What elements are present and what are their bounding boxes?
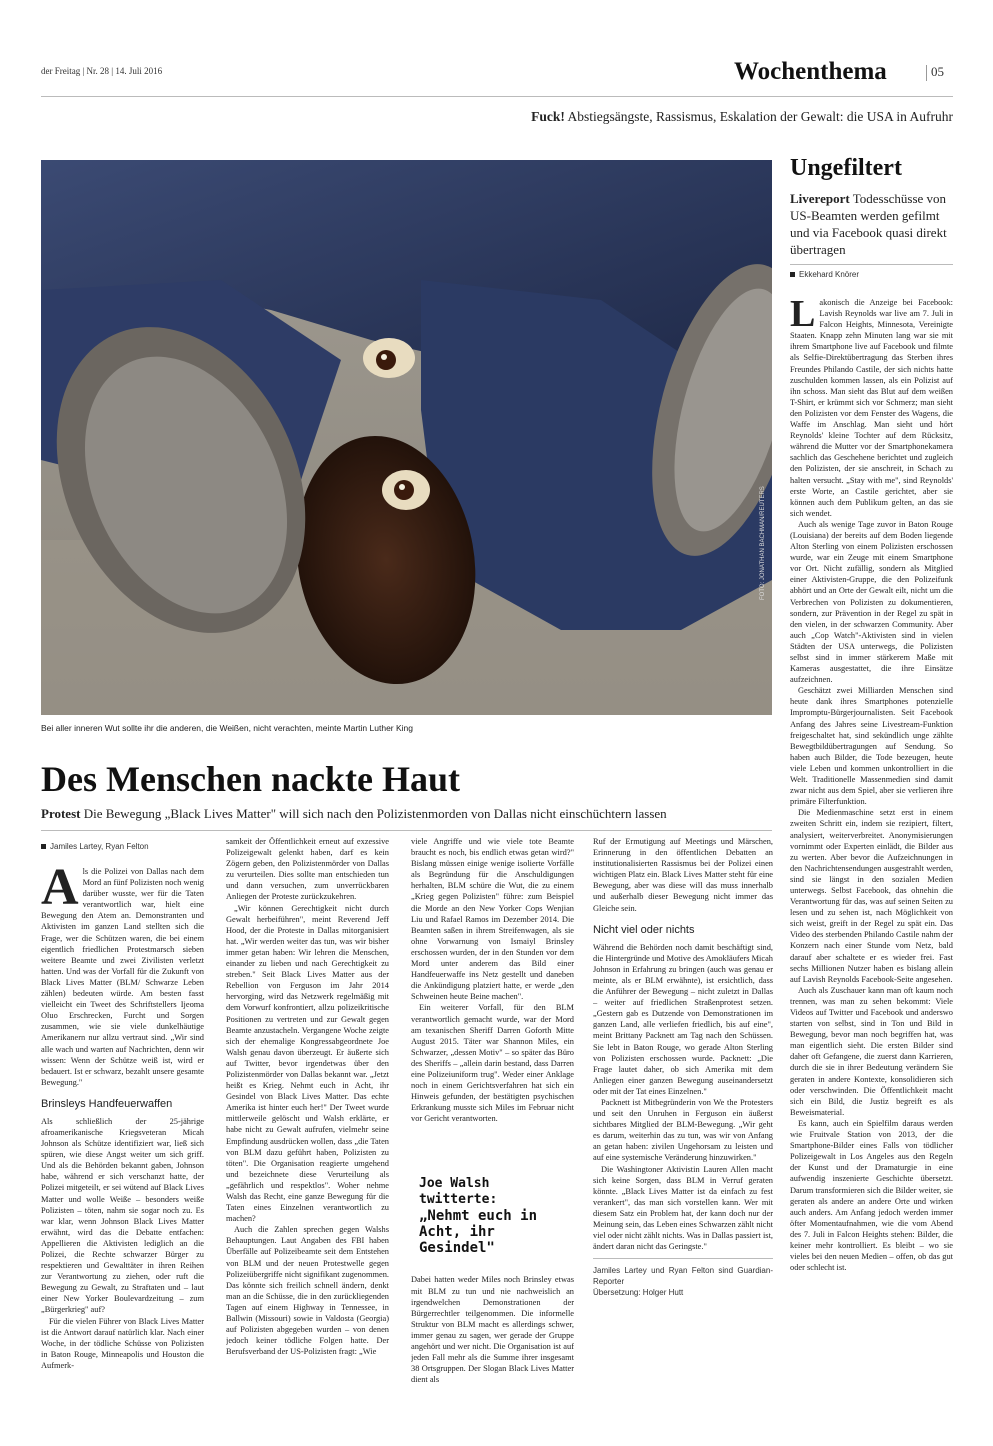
main-dropcap: A [41, 866, 79, 916]
author-signoff [593, 1258, 773, 1298]
dachzeile-text: Abstiegsängste, Rassismus, Eskalation der Gewalt: die USA in Aufruhr [567, 109, 953, 124]
main-author-name: Jamiles Lartey, Ryan Felton [50, 842, 149, 851]
article-column-2 [226, 836, 389, 1426]
main-deck-text: Die Bewegung „Black Lives Matter" will sich nach den Polizistenmorden von Dallas nicht einschüchtern lassen [83, 806, 667, 821]
side-author [790, 270, 859, 279]
lead-photo-illustration [41, 160, 772, 715]
side-paragraph: Es kann, auch ein Spielfilm daraus werden wie Fruitvale Station von 2013, der die Smartphone-Bilder eines Falls von tödlicher Polizeigewalt in Los Angeles aus den Regeln der Kunst und der Dramaturgie in eine aufwendig inszenierte Geschichte übersetzt. Darum transformieren sich die Bilder weiter, sie geraten als andere an andere Orte und wirken auch anders. Am Anfang jedoch werden immer öfter Momentaufnahmen, wie die vom Abend des 7. Juli in Falcon Heights stehen: Bilder, die keiner mehr kontrolliert. Es bleibt – wo sie vieles bei den neuen Medien – offen, ob das gut oder schlecht ist. [790, 1118, 953, 1273]
dachzeile-kicker: Fuck! [531, 109, 565, 124]
side-body [790, 297, 953, 1407]
lead-photo [41, 160, 772, 715]
side-paragraph: Auch als Zuschauer kann man oft kaum noch trennen, was man zu sehen bekommt: Viele Videos auf Twitter und Facebook und anderswo starten von selbst, sind in Ton und Bild in Bewegung, bevor man noch begriffen hat, was man eigentlich sieht. Die ersten Bilder sind daher oft Gefangene, die zuerst dann Karrieren, durch die sie in ihrer Bedeutung verändern Sie geraten in andere Kontexte, konsolidieren sich oder verschwinden. Die Öffentlichkeit macht sich ein Bild, die Justiz begreift es als Beweismaterial. [790, 985, 953, 1117]
section-title: Wochenthema [734, 58, 887, 85]
article-paragraph: Ein weiterer Vorfall, für den BLM verantwortlich gemacht wurde, war der Mord am texanischen Sheriff Darren Goforth Mitte August 2015. Täter war Shannon Miles, ein Schwarzer, „dessen Motiv" – so später das Büro des Sheriffs – „allein darin bestand, dass Darren eine Polizeiuniform trug". Weder einer Anklage noch in einem Gerichtsverfahren hat sich ein Hinweis gefunden, der bestätigten psychischen Erkrankung musste sich Miles im Februar nicht vor Gericht verantworten. [411, 1003, 574, 1124]
side-kicker: Livereport [790, 191, 850, 206]
article-paragraph: Packnett ist Mitbegründerin von We the Protesters und seit den Unruhen in Ferguson ein äußerst sichtbares Mitglied der BLM-Bewegung. „Wir geht es darum, weiterhin das zu tun, was wir von Anfang an getan haben: zivilen Ungehorsam zu leisten und auf eine systemische Veränderung hinzuwirken." [593, 1097, 773, 1163]
photo-credit: FOTO: JONATHAN BACHMAN/REUTERS [760, 486, 766, 600]
article-column-4 [593, 836, 773, 1426]
side-headline: Ungefiltert [790, 155, 902, 181]
photo-caption: Bei aller inneren Wut sollte ihr die anderen, die Weißen, nicht verachten, meinte Martin Luther King [41, 723, 413, 733]
side-rule [790, 264, 953, 265]
article-paragraph: samkeit der Öffentlichkeit erneut auf exzessive Polizeigewalt gelenkt haben, darf es kein Zögern geben, den Polizistenmörder von Dallas zu verurteilen. Dies sollte man entschieden tun und dann versuchen, zum unverrückbaren Anliegen der Proteste zurückzukehren. [226, 837, 389, 902]
article-paragraph: Während die Behörden noch damit beschäftigt sind, die Hintergründe und Motive des Amokläufers Micah Johnson in Erfahrung zu bringen (auch was genau er meinte, als er BLM erwähnte), ist ersichtlich, dass die Anführer der Bewegung – nicht zuletzt in Dallas – weiter auf friedlichen Straßenprotest setzen. „Gestern gab es Dutzende von Demonstrationen im ganzen Land, alle verliefen friedlich, bis auf eine", meint Brittany Packnett am Tag nach den Schüssen. Sie lebt in Baton Rouge, wo gerade Alton Sterling von Polizisten erschossen wurde. Packnett: „Die Frage lautet daher, ob sich Amerika mit dem Anliegen einer ganzen Bewegung auseinandersetzt oder mit der Tat eines Einzelnen." [593, 942, 773, 1096]
article-column-3 [411, 836, 574, 1426]
page-number-divider [926, 65, 927, 81]
page-number [926, 64, 944, 81]
side-deck-text: Todesschüsse von US-Beamten werden gefilmt und via Facebook quasi direkt übertragen [790, 191, 947, 257]
subhead-brinsley: Brinsleys Handfeuerwaffen [41, 1097, 173, 1110]
article-paragraph: Auch die Zahlen sprechen gegen Walshs Behauptungen. Laut Angaben des FBI haben Überfälle auf Polizeibeamte seit dem Entstehen von BLM und der neuen Protestwelle gegen Polizeiübergriffe nicht signifikant zugenommen. Das könnte sich freilich schnell ändern, denkt man an die Schüsse, die in den zurückliegenden Tagen auf einem Highway in Tennessee, in Ballwin (Missouri) sowie in Valdosta (Georgia) auf Polizisten abgegeben wurden – von denen jedoch keiner tödliche Folgen hatte. Der Berufsverband der US-Polizisten fragt: „Wie [226, 1225, 389, 1357]
article-paragraph: Als die Polizei von Dallas nach dem Mord an fünf Polizisten noch wenig darüber wusste, wer für die Taten verantwortlich war, hielt eine Bewegung den Atem an. Demonstranten und Aktivisten im ganzen Land stellten sich die Frage, wer die Schützen waren, die bei einem eigentlich friedlichen Protestmarsch sieben weitere Beamte und zwei Zivilisten verletzt hatten. Und was der Vorfall für die Zukunft von Black Lives Matter (BLM/ Schwarze Leben zählen) bedeuten würde. Am besten fasst vielleicht ein Tweet des Schriftstellers Ijeoma Oluo Erschrecken, Furcht und Sorgen zusammen, wie sie viele dunkelhäutige Amerikanern nur allzu vertraut sind. „Wir sind alle wach und warten auf Nachrichten, denn wir wissen: Wenn der Schütze weiß ist, wird er bedauert. Ist er schwarz, bezahlt unsere gesamte Bewegung." [41, 866, 204, 1087]
side-paragraph: Auch als wenige Tage zuvor in Baton Rouge (Louisiana) der bereits auf dem Boden liegende Alton Sterling von einem Polizisten erschossen wurde, war ein Zeuge mit einem Smartphone vor Ort. Nicht zufällig, sondern als Mitglied einer Aktivisten-Gruppe, die den Polizeifunk abhört und an Orte der Gewalt eilt, nicht um die Verbrechen von Polizisten zu dokumentieren, sondern, zur Prävention in der Regel zu spät in den vielen, in der schwarzen Community. Aber auch „Cop Watch"-Aktivisten sind in vielen Städten der USA unterwegs, die Polizisten selbst sind in immer stärkerem Maße mit Kameras ausgestattet, die ihre Einsätze aufzeichnen. [790, 519, 953, 685]
article-paragraph: Ruf der Ermutigung auf Meetings und Märschen, Erinnerung in den öffentlichen Debatten an institutionalisierten Rassismus bei der Polizei einen wichtigen Platz ein. Black Lives Matter steht für eine Bewegung, aber was diese will das muss innerhalb und außerhalb dieser Bewegung nicht immer das Gleiche sein. [593, 837, 773, 913]
article-paragraph: „Wir können Gerechtigkeit nicht durch Gewalt herbeiführen", meint Reverend Jeff Hood, der die Proteste in Dallas mitorganisiert hat. „Wir werden weiter das tun, was wir bisher immer getan haben: Wir lehren die Menschen, einander zu lieben und nach Gerechtigkeit zu streben." Seit Black Lives Matter aus der Rebellion von Ferguson im Jahr 2014 hervorging, wird das Netzwerk regelmäßig mit dem Vorwurf konfrontiert, allzu polizeikritische Positionen zu vertreten und zur Gewalt gegen Beamte anzustacheln. Vergangene Woche zeigte sich der ehemalige Kongressabgeordnete Joe Walsh genau davon überzeugt. Er äußerte sich auf Twitter, bevor irgendetwas über den Polizistenmörder von Dallas bekannt war. „Jetzt heißt es Krieg. Nehmt euch in Acht, ihr Gesindel von Black Lives Matter. Das echte Amerika ist hinter euch her!" Der Tweet wurde mittlerweile gelöscht und Walsh erklärte, er habe nicht zu Gewalt aufrufen, vielmehr seine Empfindung ausdrücken wollen, dass „die Taten von BLM dazu geführt haben, Polizisten zu töten". Die Organisation reagierte umgehend und bezeichnete diese Verurteilung als „gefährlich und respektlos". Woher nehme Walsh das Recht, eine ganze Bewegung für die Taten eines Einzelnen verantwortlich zu machen? [226, 903, 389, 1224]
side-paragraph: Die Medienmaschine setzt erst in einem zweiten Schritt ein, indem sie rezipiert, filtert, analysiert, weiterverbreitet. Anonymisierungen vornimmt oder Experten einlädt, die Bilder aus zu werten. Aber bevor die Aufzeichnungen in den Nachrichtensendungen ausgestrahlt werden, sind sie längst in den sozialen Medien unterwegs. Selbst Facebook, das ohnehin die Verantwortung für das, was auf seinen Seiten zu lesen und zu sehen ist, nach Möglichkeit von sich weist, greift in der Regel zu spät ein. Das Video des sterbenden Philando Castile nahm der Konzern nach einer Stunde vom Netz, bald darauf aber schaltete er es wieder frei. Fast sechs Millionen Nutzer haben es bislang allein auf Lavish Reynolds Facebook-Seite angesehen. [790, 808, 953, 984]
pullquote [419, 1176, 569, 1256]
article-paragraph: Die Washingtoner Aktivistin Lauren Allen macht sich keine Sorgen, dass BLM in Verruf geraten könnte. „Black Lives Matter ist da einfach zu fest verankert", das man sich vorstellen kann. Wer mit diesem Satz ein Problem hat, der kann doch nur der Meinung sein, das Leben eines Schwarzen zählt nicht viel oder nicht zählt nichts. Was in Dallas passiert ist, ändert daran nicht das Geringste." [593, 1164, 773, 1252]
page-number-value: 05 [931, 64, 944, 79]
author-square-icon [790, 272, 795, 277]
article-paragraph: Dabei hatten weder Miles noch Brinsley etwas mit BLM zu tun und nie nachweislich an irgendwelchen Demonstrationen der Bürgerrechtler teilgenommen. Die informelle Struktur von BLM macht es allerdings schwer, immer genau zu sagen, wer gerade der Gruppe angehört und wer nicht. Die Organisation ist auf jeden Fall mehr als die Summe ihrer insgesamt 38 Ortsgruppen. Der Slogan Black Lives Matter dient als [411, 1275, 574, 1385]
article-paragraph: Als schließlich der 25-jährige afroamerikanische Kriegsveteran Micah Johnson als Schütze identifiziert war, ließ sich spüren, wie diese Angst weiter um sich griff. Und als die Behörden bekannt gaben, Johnson habe, während er sich verschanzt hatte, der Polizei mitgeteilt, er sei wütend auf Black Lives Matter und wolle Weiße – besonders weiße Polizisten – töten, nahm sie sogar noch zu. Es war klar, wenn Johnson Black Lives Matter erwähnt, wird das die Debatte entfachen: Appellieren die Aktivisten lediglich an die Polizei, die Rechte schwarzer Bürger zu respektieren und Gewalttäter in ihren Reihen zur Verantwortung zu ziehen, oder ruft die Bewegung zu Gewalt, zu Straftaten und – laut einer New Yorker Boulevardzeitung – zum „Bürgerkrieg" auf? [41, 1116, 204, 1315]
article-column-1 [41, 866, 204, 1426]
article-paragraph: Für die vielen Führer von Black Lives Matter ist die Antwort darauf natürlich klar. Nach einer Woche, in der tödliche Schüsse von Polizisten in Baton Rouge, Minneapolis und Houston die Aufmerk- [41, 1316, 204, 1370]
masthead: der Freitag | Nr. 28 | 14. Juli 2016 [41, 66, 163, 76]
main-deck [41, 806, 667, 822]
pullquote-lead: Joe Walsh twitterte: [419, 1176, 498, 1207]
side-paragraph: Lakonisch die Anzeige bei Facebook: Lavish Reynolds war live am 7. Juli in Falcon Heights, Minnesota, Vereinigte Staaten. Knapp zehn Minuten lang war sie mit ihrem Smartphone live auf Facebook und filmte als Selfie-Direktübertragung das Sterben ihres Freundes Philando Castile, der sich nichts hatte zuschulden kommen lassen, als ein Polizist auf ihn schoss. Man sieht das Blut auf dem weißen T-Shirt, er krümmt sich vor Schmerz; man sieht den Polizisten vor dem Fenster des Wagens, die Waffe im Anschlag. Man sieht und hört Reynolds' kleine Tochter auf dem Rücksitz, während die Mutter vor der Smartphonekamera sachlich das Geschehene berichtet und zugleich den Polizisten, der sie anschreit, in Schach zu halten versucht. „Stay with me", sind Reynolds' erste Worte, an Castile gerichtet, aber sie können auch dem Publikum gelten, an das sie sich wendet. [790, 297, 953, 518]
author-square-icon [41, 844, 46, 849]
side-author-name: Ekkehard Knörer [799, 270, 860, 279]
pullquote-quote: „Nehmt euch in Acht, ihr Gesindel" [419, 1208, 538, 1256]
signoff-translation: Übersetzung: Holger Hutt [593, 1288, 684, 1298]
dachzeile [370, 109, 953, 125]
signoff-authors: Jamiles Lartey und Ryan Felton sind Guardian-Reporter [593, 1266, 773, 1287]
header-rule [41, 96, 953, 97]
side-paragraph: Geschätzt zwei Milliarden Menschen sind heute dank ihres Smartphones potenzielle Impromptu-Bürgerjournalisten. Seit Facebook Anfang des Jahres seine Livestream-Funktion freigeschaltet hat, sind sekündlich unge zählte Bewegtbildübertragungen auf Sendung. So haben auch Bilder, die Tode bezeugen, heute viele Leben und kommen unkontrolliert in die Welt. Traditionelle Massenmedien sind damit zwar nicht aus dem Spiel, aber sie verlieren ihre primäre Filterfunktion. [790, 686, 953, 807]
article-paragraph: viele Angriffe und wie viele tote Beamte braucht es noch, bis endlich etwas getan wird?" Bislang müssen einige wenige isolierte Vorfälle als Begründung für die Anschuldigungen herhalten, BLM schüre die Wut, die zu einem „Krieg gegen Polizisten" führe: zum Beispiel die Morde an den New Yorker Cops Wenjian Liu und Rafael Ramos im Dezember 2014. Die Beamten saßen in ihrem Streifenwagen, als sie ohne Vorwarnung von Ismaiyl Brinsley erschossen wurden, der in den Stunden vor dem Mord unter anderem das Bild einer Handfeuerwaffe ins Netz gestellt und daneben die Ankündigung platziert hatte, er werde „den Schweinen heute Beine machen". [411, 837, 574, 1002]
side-deck [790, 190, 953, 258]
main-author [41, 842, 149, 851]
side-dropcap: L [790, 297, 816, 335]
subhead-nicht-viel: Nicht viel oder nichts [593, 923, 695, 936]
main-rule [41, 830, 772, 831]
main-kicker: Protest [41, 806, 81, 821]
main-headline: Des Menschen nackte Haut [41, 759, 460, 799]
